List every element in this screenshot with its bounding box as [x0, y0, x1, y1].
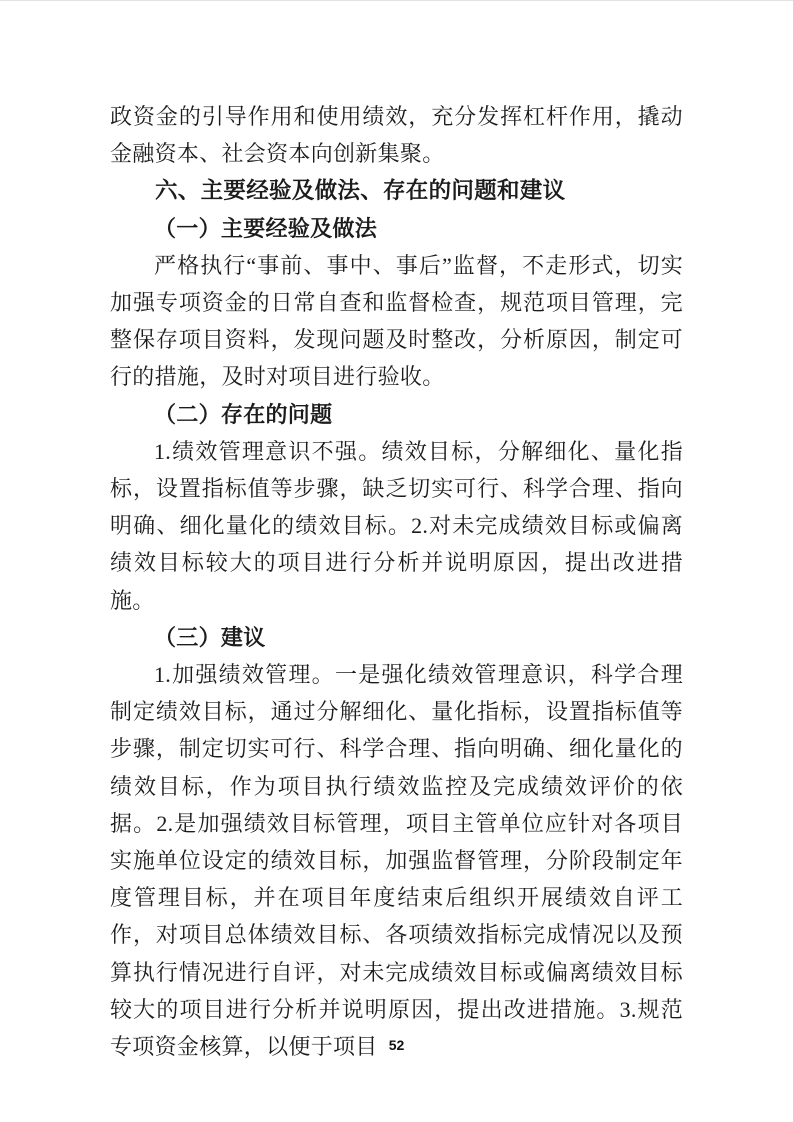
- body-paragraph-experience: 严格执行“事前、事中、事后”监督，不走形式，切实加强专项资金的日常自查和监督检查，规范项目管理，完整保存项目资料，发现问题及时整改，分析原因，制定可行的措施，及时对项目进行验收。: [110, 252, 683, 390]
- subsection-heading-suggestions: （三）建议: [154, 624, 266, 650]
- paragraph-continuation: 政资金的引导作用和使用绩效，充分发挥杠杆作用，撬动金融资本、社会资本向创新集聚。: [110, 104, 683, 167]
- subsection-heading-experience: （一）主要经验及做法: [154, 215, 378, 241]
- page-content: [110, 98, 683, 1065]
- body-paragraph-suggestions: 1.加强绩效管理。一是强化绩效管理意识，科学合理制定绩效目标，通过分解细化、量化指标，设置指标值等步骤，制定切实可行、科学合理、指向明确、细化量化的绩效目标，作为项目执行绩效监控及完成绩效评价的依据。2.是加强绩效目标管理，项目主管单位应针对各项目实施单位设定的绩效目标，加强监督管理，分阶段制定年度管理目标，并在项目年度结束后组织开展绩效自评工作，对项目总体绩效目标、各项绩效指标完成情况以及预算执行情况进行自评，对未完成绩效目标或偏离绩效目标较大的项目进行分析并说明原因，提出改进措施。3.规范专项资金核算，以便于项目: [110, 662, 683, 1060]
- body-paragraph-problems: 1.绩效管理意识不强。绩效目标，分解细化、量化指标，设置指标值等步骤，缺乏切实可行、科学合理、指向明确、细化量化的绩效目标。2.对未完成绩效目标或偏离绩效目标较大的项目进行分析并说明原因，提出改进措施。: [110, 438, 683, 613]
- subsection-heading-problems: （二）存在的问题: [154, 401, 333, 427]
- page-number: 52: [388, 1037, 405, 1053]
- section-heading-main: 六、主要经验及做法、存在的问题和建议: [155, 178, 566, 204]
